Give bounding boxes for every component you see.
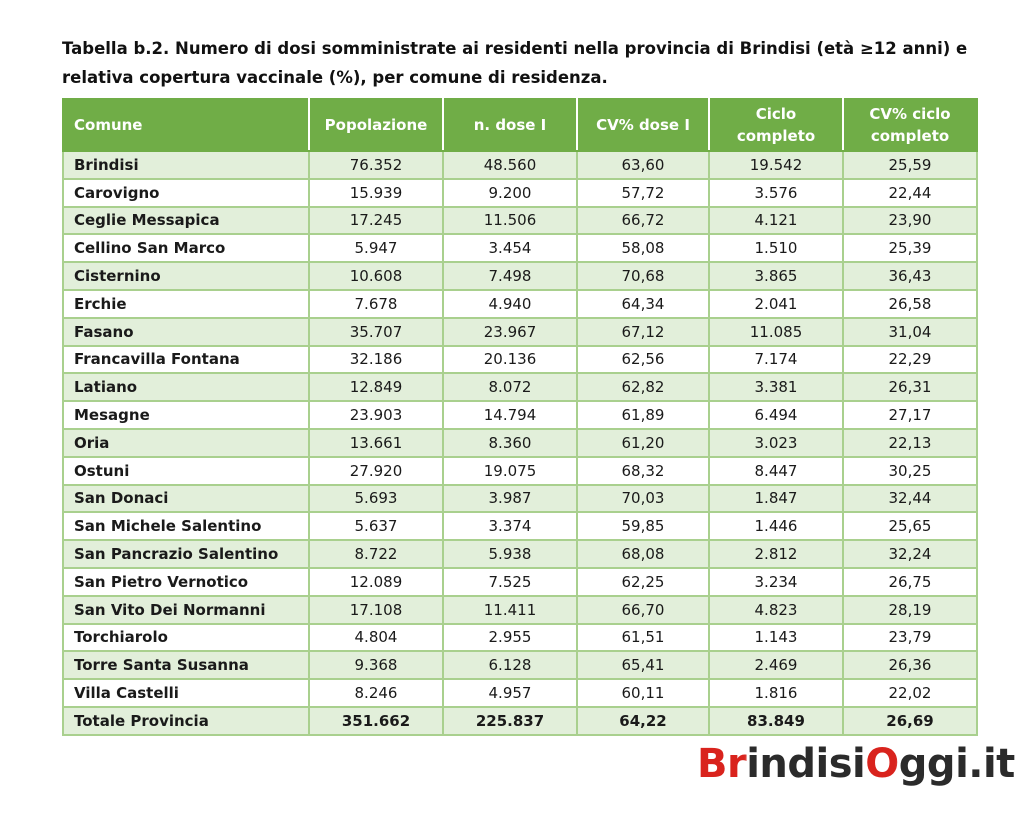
cell-cv-ciclo: 26,36 bbox=[843, 651, 977, 679]
cell-ciclo: 1.847 bbox=[709, 485, 843, 513]
cell-cv-ciclo: 23,90 bbox=[843, 207, 977, 235]
cell-cv-dose: 65,41 bbox=[577, 651, 709, 679]
table-row bbox=[63, 290, 977, 318]
cell-ciclo: 3.381 bbox=[709, 373, 843, 401]
cell-cv-ciclo: 26,69 bbox=[843, 707, 977, 735]
header-cv-dose: CV% dose I bbox=[577, 99, 709, 151]
cell-popolazione: 17.108 bbox=[309, 596, 443, 624]
cell-dose: 5.938 bbox=[443, 540, 577, 568]
cell-cv-dose: 66,72 bbox=[577, 207, 709, 235]
cell-cv-ciclo: 22,44 bbox=[843, 179, 977, 207]
cell-popolazione: 7.678 bbox=[309, 290, 443, 318]
cell-cv-dose: 68,08 bbox=[577, 540, 709, 568]
cell-cv-ciclo: 31,04 bbox=[843, 318, 977, 346]
header-comune: Comune bbox=[63, 99, 309, 151]
table-row bbox=[63, 540, 977, 568]
cell-dose: 3.987 bbox=[443, 485, 577, 513]
table-row bbox=[63, 429, 977, 457]
cell-ciclo: 1.510 bbox=[709, 234, 843, 262]
cell-cv-ciclo: 36,43 bbox=[843, 262, 977, 290]
cell-comune: Totale Provincia bbox=[63, 707, 309, 735]
cell-popolazione: 15.939 bbox=[309, 179, 443, 207]
cell-cv-ciclo: 26,75 bbox=[843, 568, 977, 596]
cell-ciclo: 1.816 bbox=[709, 679, 843, 707]
cell-cv-ciclo: 32,44 bbox=[843, 485, 977, 513]
table-row bbox=[63, 318, 977, 346]
cell-popolazione: 351.662 bbox=[309, 707, 443, 735]
cell-cv-dose: 70,68 bbox=[577, 262, 709, 290]
table-body bbox=[63, 151, 977, 735]
cell-popolazione: 35.707 bbox=[309, 318, 443, 346]
table-row bbox=[63, 512, 977, 540]
table-row bbox=[63, 485, 977, 513]
cell-cv-dose: 62,56 bbox=[577, 346, 709, 374]
cell-comune: Erchie bbox=[63, 290, 309, 318]
cell-comune: Torre Santa Susanna bbox=[63, 651, 309, 679]
cell-popolazione: 12.849 bbox=[309, 373, 443, 401]
table-row bbox=[63, 596, 977, 624]
cell-popolazione: 12.089 bbox=[309, 568, 443, 596]
cell-cv-ciclo: 22,29 bbox=[843, 346, 977, 374]
cell-dose: 3.374 bbox=[443, 512, 577, 540]
cell-comune: Fasano bbox=[63, 318, 309, 346]
cell-ciclo: 4.121 bbox=[709, 207, 843, 235]
cell-dose: 8.360 bbox=[443, 429, 577, 457]
cell-ciclo: 3.023 bbox=[709, 429, 843, 457]
cell-ciclo: 2.041 bbox=[709, 290, 843, 318]
cell-comune: Francavilla Fontana bbox=[63, 346, 309, 374]
vaccination-table bbox=[62, 98, 978, 736]
table-row bbox=[63, 179, 977, 207]
cell-dose: 19.075 bbox=[443, 457, 577, 485]
cell-cv-ciclo: 28,19 bbox=[843, 596, 977, 624]
table-header-row bbox=[63, 99, 977, 151]
cell-dose: 7.525 bbox=[443, 568, 577, 596]
cell-comune: Mesagne bbox=[63, 401, 309, 429]
cell-cv-dose: 62,82 bbox=[577, 373, 709, 401]
cell-cv-dose: 63,60 bbox=[577, 151, 709, 179]
cell-dose: 23.967 bbox=[443, 318, 577, 346]
cell-ciclo: 3.576 bbox=[709, 179, 843, 207]
cell-popolazione: 17.245 bbox=[309, 207, 443, 235]
cell-cv-ciclo: 32,24 bbox=[843, 540, 977, 568]
cell-ciclo: 1.446 bbox=[709, 512, 843, 540]
header-popolazione: Popolazione bbox=[309, 99, 443, 151]
cell-cv-dose: 67,12 bbox=[577, 318, 709, 346]
header-dose: n. dose I bbox=[443, 99, 577, 151]
table-row bbox=[63, 568, 977, 596]
cell-dose: 8.072 bbox=[443, 373, 577, 401]
cell-dose: 11.506 bbox=[443, 207, 577, 235]
cell-popolazione: 23.903 bbox=[309, 401, 443, 429]
cell-ciclo: 3.865 bbox=[709, 262, 843, 290]
cell-popolazione: 5.637 bbox=[309, 512, 443, 540]
cell-cv-dose: 64,22 bbox=[577, 707, 709, 735]
table-row bbox=[63, 262, 977, 290]
cell-ciclo: 3.234 bbox=[709, 568, 843, 596]
cell-popolazione: 9.368 bbox=[309, 651, 443, 679]
cell-cv-dose: 59,85 bbox=[577, 512, 709, 540]
cell-popolazione: 8.246 bbox=[309, 679, 443, 707]
table-caption: Tabella b.2. Numero di dosi somministrate ai residenti nella provincia di Brindisi (età ≥12 anni) e relativa copertura vaccinale (%), per comune di residenza. bbox=[62, 39, 968, 87]
table-row bbox=[63, 234, 977, 262]
cell-cv-dose: 57,72 bbox=[577, 179, 709, 207]
cell-dose: 225.837 bbox=[443, 707, 577, 735]
cell-popolazione: 10.608 bbox=[309, 262, 443, 290]
cell-comune: San Pancrazio Salentino bbox=[63, 540, 309, 568]
cell-comune: Ceglie Messapica bbox=[63, 207, 309, 235]
cell-cv-dose: 66,70 bbox=[577, 596, 709, 624]
cell-comune: Latiano bbox=[63, 373, 309, 401]
cell-popolazione: 76.352 bbox=[309, 151, 443, 179]
cell-cv-ciclo: 25,65 bbox=[843, 512, 977, 540]
cell-dose: 20.136 bbox=[443, 346, 577, 374]
cell-popolazione: 5.947 bbox=[309, 234, 443, 262]
cell-comune: Brindisi bbox=[63, 151, 309, 179]
cell-dose: 9.200 bbox=[443, 179, 577, 207]
table-row bbox=[63, 679, 977, 707]
cell-dose: 11.411 bbox=[443, 596, 577, 624]
cell-comune: Torchiarolo bbox=[63, 624, 309, 652]
cell-dose: 4.957 bbox=[443, 679, 577, 707]
table-row bbox=[63, 651, 977, 679]
cell-cv-dose: 64,34 bbox=[577, 290, 709, 318]
table-row bbox=[63, 373, 977, 401]
header-ciclo: Ciclo completo bbox=[709, 99, 843, 151]
cell-cv-ciclo: 22,02 bbox=[843, 679, 977, 707]
cell-popolazione: 4.804 bbox=[309, 624, 443, 652]
cell-ciclo: 19.542 bbox=[709, 151, 843, 179]
cell-cv-ciclo: 22,13 bbox=[843, 429, 977, 457]
cell-cv-dose: 60,11 bbox=[577, 679, 709, 707]
cell-cv-dose: 68,32 bbox=[577, 457, 709, 485]
table-row bbox=[63, 624, 977, 652]
table-row bbox=[63, 207, 977, 235]
table-row bbox=[63, 151, 977, 179]
cell-cv-ciclo: 23,79 bbox=[843, 624, 977, 652]
cell-cv-dose: 70,03 bbox=[577, 485, 709, 513]
cell-dose: 6.128 bbox=[443, 651, 577, 679]
cell-comune: San Pietro Vernotico bbox=[63, 568, 309, 596]
cell-ciclo: 11.085 bbox=[709, 318, 843, 346]
cell-ciclo: 8.447 bbox=[709, 457, 843, 485]
total-row bbox=[63, 707, 977, 735]
header-cv-ciclo: CV% ciclo completo bbox=[843, 99, 977, 151]
cell-ciclo: 83.849 bbox=[709, 707, 843, 735]
cell-cv-dose: 61,89 bbox=[577, 401, 709, 429]
cell-cv-ciclo: 26,31 bbox=[843, 373, 977, 401]
cell-comune: Oria bbox=[63, 429, 309, 457]
cell-comune: San Donaci bbox=[63, 485, 309, 513]
brindisioggi-watermark-logo: BrindisiOggi.it bbox=[697, 741, 1015, 787]
cell-cv-ciclo: 25,39 bbox=[843, 234, 977, 262]
cell-cv-ciclo: 26,58 bbox=[843, 290, 977, 318]
cell-ciclo: 7.174 bbox=[709, 346, 843, 374]
cell-comune: Cellino San Marco bbox=[63, 234, 309, 262]
cell-comune: Cisternino bbox=[63, 262, 309, 290]
cell-comune: Carovigno bbox=[63, 179, 309, 207]
cell-comune: Villa Castelli bbox=[63, 679, 309, 707]
cell-ciclo: 2.812 bbox=[709, 540, 843, 568]
cell-popolazione: 5.693 bbox=[309, 485, 443, 513]
cell-cv-ciclo: 27,17 bbox=[843, 401, 977, 429]
cell-ciclo: 1.143 bbox=[709, 624, 843, 652]
cell-cv-ciclo: 30,25 bbox=[843, 457, 977, 485]
cell-popolazione: 27.920 bbox=[309, 457, 443, 485]
cell-cv-dose: 61,20 bbox=[577, 429, 709, 457]
cell-dose: 4.940 bbox=[443, 290, 577, 318]
cell-ciclo: 6.494 bbox=[709, 401, 843, 429]
cell-cv-dose: 62,25 bbox=[577, 568, 709, 596]
cell-dose: 3.454 bbox=[443, 234, 577, 262]
cell-comune: San Vito Dei Normanni bbox=[63, 596, 309, 624]
cell-comune: Ostuni bbox=[63, 457, 309, 485]
cell-dose: 48.560 bbox=[443, 151, 577, 179]
table-row bbox=[63, 401, 977, 429]
cell-dose: 2.955 bbox=[443, 624, 577, 652]
cell-dose: 14.794 bbox=[443, 401, 577, 429]
cell-popolazione: 8.722 bbox=[309, 540, 443, 568]
cell-ciclo: 2.469 bbox=[709, 651, 843, 679]
cell-dose: 7.498 bbox=[443, 262, 577, 290]
cell-cv-ciclo: 25,59 bbox=[843, 151, 977, 179]
table-row bbox=[63, 346, 977, 374]
cell-popolazione: 32.186 bbox=[309, 346, 443, 374]
cell-ciclo: 4.823 bbox=[709, 596, 843, 624]
table-row bbox=[63, 457, 977, 485]
cell-cv-dose: 61,51 bbox=[577, 624, 709, 652]
cell-popolazione: 13.661 bbox=[309, 429, 443, 457]
cell-comune: San Michele Salentino bbox=[63, 512, 309, 540]
cell-cv-dose: 58,08 bbox=[577, 234, 709, 262]
